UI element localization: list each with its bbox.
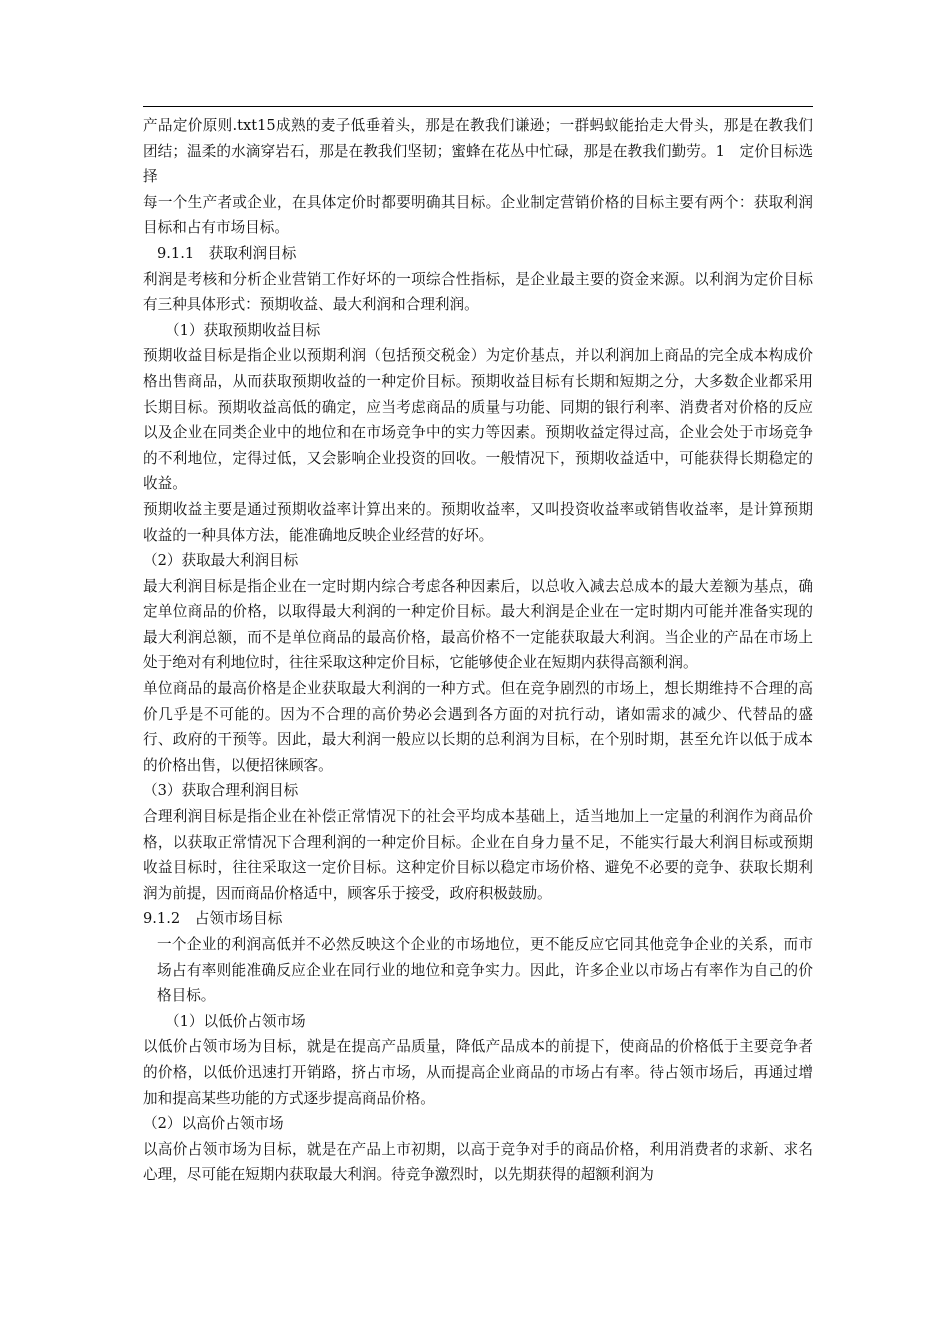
paragraph: 以高价占领市场为目标，就是在产品上市初期，以高于竞争对手的商品价格，利用消费者的求新、求名心理，尽可能在短期内获取最大利润。待竞争激烈时，以先期获得的超额利润为 bbox=[143, 1140, 813, 1184]
subsection-heading: （1）以低价占领市场 bbox=[165, 1012, 306, 1030]
subsection-heading: （1）获取预期收益目标 bbox=[165, 321, 321, 339]
paragraph: 每一个生产者或企业，在具体定价时都要明确其目标。企业制定营销价格的目标主要有两个：获取利润目标和占有市场目标。 bbox=[143, 193, 813, 237]
paragraph: 最大利润目标是指企业在一定时期内综合考虑各种因素后，以总收入减去总成本的最大差额为基点，确定单位商品的价格，以取得最大利润的一种定价目标。最大利润是企业在一定时期内可能并准备实现的最大利润总额，而不是单位商品的最高价格，最高价格不一定能获取最大利润。当企业的产品在市场上处于绝对有利地位时，往往采取这种定价目标，它能够使企业在短期内获得高额利润。 bbox=[143, 577, 813, 672]
subsection-heading: （2）获取最大利润目标 bbox=[143, 552, 299, 570]
paragraph: 预期收益目标是指企业以预期利润（包括预交税金）为定价基点，并以利润加上商品的完全成本构成价格出售商品，从而获取预期收益的一种定价目标。预期收益目标有长期和短期之分，大多数企业都采用长期目标。预期收益高低的确定，应当考虑商品的质量与功能、同期的银行利率、消费者对价格的反应以及企业在同类企业中的地位和在市场竞争中的实力等因素。预期收益定得过高，企业会处于市场竞争的不利地位，定得过低，又会影响企业投资的回收。一般情况下，预期收益适中，可能获得长期稳定的收益。 bbox=[143, 347, 813, 493]
document-body bbox=[143, 113, 813, 1188]
section-heading: 9.1.1 获取利润目标 bbox=[157, 244, 297, 262]
section-heading: 9.1.2 占领市场目标 bbox=[143, 910, 283, 928]
paragraph: 单位商品的最高价格是企业获取最大利润的一种方式。但在竞争剧烈的市场上，想长期维持不合理的高价几乎是不可能的。因为不合理的高价势必会遇到各方面的对抗行动，诸如需求的减少、代替品的盛行、政府的干预等。因此，最大利润一般应以长期的总利润为目标，在个别时期，甚至允许以低于成本的价格出售，以便招徕顾客。 bbox=[143, 680, 813, 774]
intro-paragraph: 产品定价原则.txt15成熟的麦子低垂着头，那是在教我们谦逊；一群蚂蚁能抬走大骨头，那是在教我们团结；温柔的水滴穿岩石，那是在教我们坚韧；蜜蜂在花丛中忙碌，那是在教我们勤劳。1 定价目标选择 bbox=[143, 117, 813, 186]
header-rule bbox=[143, 106, 813, 107]
subsection-heading: （2）以高价占领市场 bbox=[143, 1115, 284, 1133]
paragraph: 利润是考核和分析企业营销工作好坏的一项综合性指标，是企业最主要的资金来源。以利润为定价目标有三种具体形式：预期收益、最大利润和合理利润。 bbox=[143, 270, 813, 314]
paragraph: 以低价占领市场为目标，就是在提高产品质量，降低产品成本的前提下，使商品的价格低于主要竞争者的价格，以低价迅速打开销路，挤占市场，从而提高企业商品的市场占有率。待占领市场后，再通过增加和提高某些功能的方式逐步提高商品价格。 bbox=[143, 1038, 813, 1107]
subsection-heading: （3）获取合理利润目标 bbox=[143, 782, 299, 800]
paragraph: 预期收益主要是通过预期收益率计算出来的。预期收益率，又叫投资收益率或销售收益率，是计算预期收益的一种具体方法，能准确地反映企业经营的好坏。 bbox=[143, 500, 813, 544]
paragraph: 合理利润目标是指企业在补偿正常情况下的社会平均成本基础上，适当地加上一定量的利润作为商品价格，以获取正常情况下合理利润的一种定价目标。企业在自身力量不足，不能实行最大利润目标或预期收益目标时，往往采取这一定价目标。这种定价目标以稳定市场价格、避免不必要的竞争、获取长期利润为前提，因而商品价格适中，顾客乐于接受，政府积极鼓励。 bbox=[143, 808, 813, 902]
paragraph: 一个企业的利润高低并不必然反映这个企业的市场地位，更不能反应它同其他竞争企业的关系，而市场占有率则能准确反应企业在同行业的地位和竞争实力。因此，许多企业以市场占有率作为自己的价格目标。 bbox=[157, 936, 813, 1005]
